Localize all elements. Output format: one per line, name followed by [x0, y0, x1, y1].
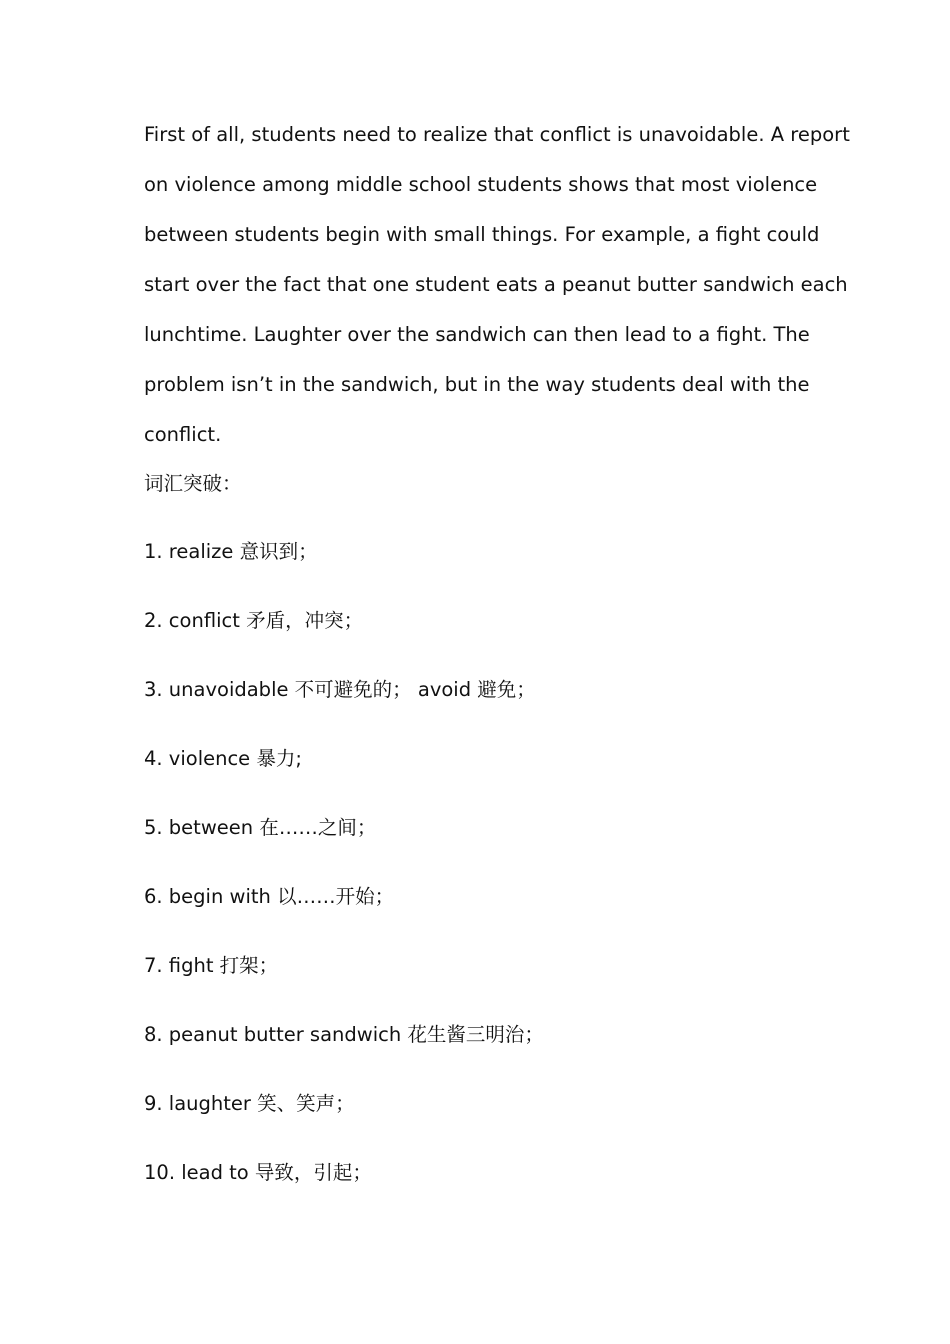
- paragraph-line: start over the fact that one student eats a peanut butter sandwich each: [144, 273, 848, 296]
- paragraph-line: on violence among middle school students shows that most violence: [144, 173, 818, 196]
- vocabulary-item: 2. conflict 矛盾，冲突；: [144, 609, 364, 632]
- vocabulary-item: 4. violence 暴力;: [144, 747, 302, 770]
- vocabulary-heading: 词汇突破：: [144, 472, 242, 495]
- vocabulary-item: 6. begin with 以……开始；: [144, 885, 395, 908]
- vocabulary-item: 10. lead to 导致，引起；: [144, 1161, 372, 1184]
- vocabulary-item: 3. unavoidable 不可避免的； avoid 避免；: [144, 678, 536, 701]
- vocabulary-item: 9. laughter 笑、笑声；: [144, 1092, 355, 1115]
- vocabulary-item: 7. fight 打架；: [144, 954, 279, 977]
- vocabulary-item: 1. realize 意识到；: [144, 540, 318, 563]
- paragraph-line: problem isn’t in the sandwich, but in the way students deal with the: [144, 373, 810, 396]
- paragraph-line: between students begin with small things. For example, a fight could: [144, 223, 820, 246]
- vocabulary-item: 5. between 在……之间；: [144, 816, 377, 839]
- paragraph-line: conflict.: [144, 423, 222, 446]
- paragraph-line: First of all, students need to realize that conflict is unavoidable. A report: [144, 123, 850, 146]
- vocabulary-list: [144, 535, 544, 1225]
- paragraph-line: lunchtime. Laughter over the sandwich can then lead to a fight. The: [144, 323, 810, 346]
- reading-paragraph: [144, 110, 850, 460]
- vocabulary-item: 8. peanut butter sandwich 花生酱三明治；: [144, 1023, 544, 1046]
